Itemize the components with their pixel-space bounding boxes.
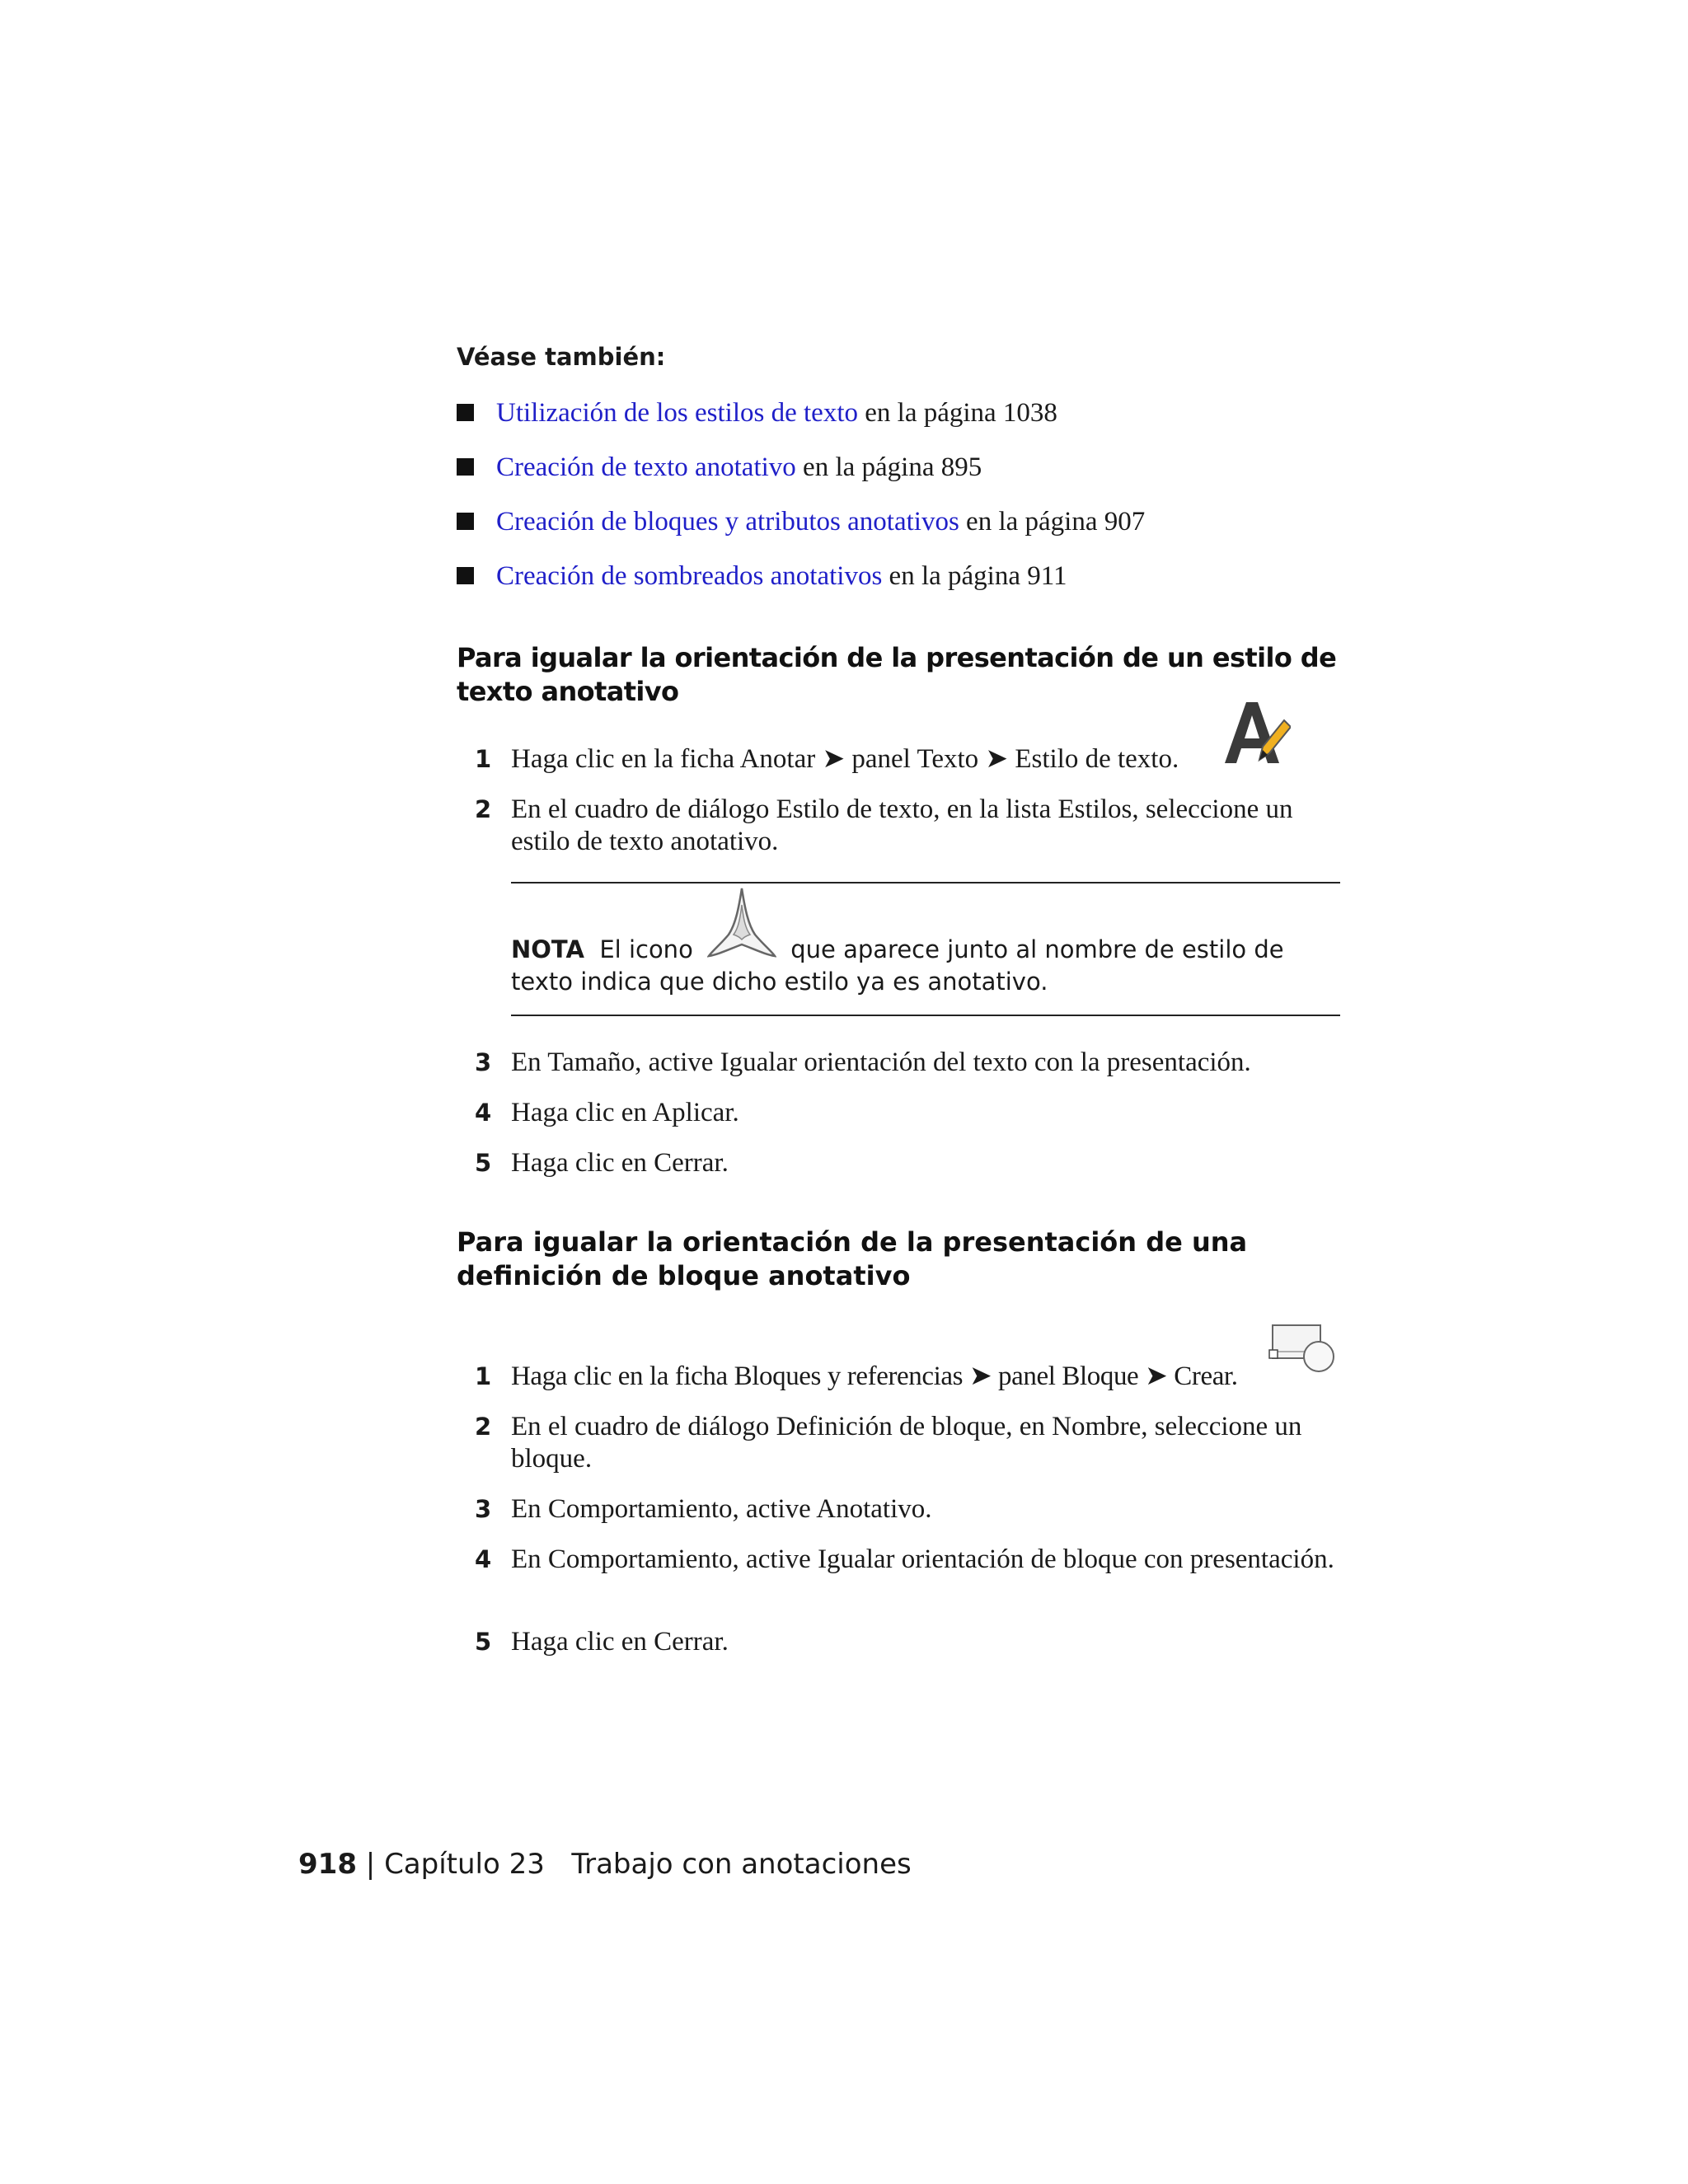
step-text: En Tamaño, active Igualar orientación del texto con la presentación. bbox=[511, 1047, 1251, 1077]
step-text: Haga clic en Cerrar. bbox=[511, 1148, 729, 1178]
step-text: Haga clic en Aplicar. bbox=[511, 1098, 739, 1127]
step-text: Haga clic en Cerrar. bbox=[511, 1627, 729, 1657]
step-number: 4 bbox=[475, 1099, 492, 1127]
bullet-icon bbox=[457, 458, 474, 476]
note-bottom-rule bbox=[511, 1015, 1340, 1016]
step-number: 5 bbox=[475, 1628, 492, 1656]
step-number: 2 bbox=[475, 1413, 492, 1441]
note-top-rule bbox=[511, 882, 1340, 883]
page-reference: en la página 1038 bbox=[858, 398, 1057, 428]
step-text: En Comportamiento, active Anotativo. bbox=[511, 1494, 932, 1524]
annotative-icon bbox=[707, 885, 776, 963]
page-reference: en la página 911 bbox=[882, 561, 1067, 591]
page-reference: en la página 895 bbox=[795, 452, 982, 482]
step-item bbox=[457, 794, 1347, 858]
section-heading: Para igualar la orientación de la presentación de un estilo de texto anotativo bbox=[457, 642, 1337, 707]
bullet-icon bbox=[457, 513, 474, 530]
step-number: 3 bbox=[475, 1048, 492, 1076]
step-text: En Comportamiento, active Igualar orientación de bloque con presentación. bbox=[511, 1544, 1334, 1574]
step-text: En el cuadro de diálogo Estilo de texto, en la lista Estilos, seleccione un estilo de texto anotativo. bbox=[511, 794, 1293, 856]
step-text: En el cuadro de diálogo Definición de bloque, en Nombre, seleccione un bloque. bbox=[511, 1412, 1302, 1474]
step-number: 2 bbox=[475, 795, 492, 823]
see-also-link[interactable]: Creación de bloques y atributos anotativos bbox=[496, 507, 959, 537]
step-text: Haga clic en la ficha Anotar ➤ panel Texto ➤ Estilo de texto. bbox=[511, 744, 1179, 774]
list-item bbox=[457, 394, 1145, 448]
note-box bbox=[511, 885, 1340, 998]
list-item bbox=[457, 503, 1145, 557]
text-style-icon bbox=[1221, 697, 1291, 766]
note-text: El icono bbox=[599, 935, 693, 963]
step-item bbox=[457, 1361, 1347, 1393]
step-number: 1 bbox=[475, 745, 492, 773]
page-reference: en la página 907 bbox=[959, 507, 1146, 537]
footer-separator: | bbox=[356, 1848, 385, 1881]
note-text: que aparece junto al nombre de estilo de texto indica que dicho estilo ya es anotativo. bbox=[511, 935, 1284, 996]
step-item bbox=[457, 1411, 1347, 1475]
see-also-link[interactable]: Creación de sombreados anotativos bbox=[496, 561, 883, 591]
step-item bbox=[457, 1626, 1347, 1658]
step-item bbox=[457, 743, 1347, 776]
step-item bbox=[457, 1544, 1347, 1576]
bullet-icon bbox=[457, 567, 474, 584]
step-number: 5 bbox=[475, 1149, 492, 1177]
step-item bbox=[457, 1097, 1347, 1129]
see-also-link[interactable]: Utilización de los estilos de texto bbox=[496, 398, 858, 428]
list-item bbox=[457, 448, 1145, 503]
list-item bbox=[457, 557, 1145, 612]
step-item bbox=[457, 1147, 1347, 1179]
bullet-icon bbox=[457, 404, 474, 421]
step-text: Haga clic en la ficha Bloques y referencias ➤ panel Bloque ➤ Crear. bbox=[511, 1361, 1238, 1391]
step-item bbox=[457, 1047, 1347, 1079]
chapter-label: Capítulo 23 bbox=[384, 1848, 545, 1881]
chapter-title: Trabajo con anotaciones bbox=[571, 1848, 912, 1881]
step-number: 3 bbox=[475, 1495, 492, 1523]
section-heading: Para igualar la orientación de la presentación de una definición de bloque anotativo bbox=[457, 1226, 1248, 1291]
see-also-link[interactable]: Creación de texto anotativo bbox=[496, 452, 796, 482]
step-number: 4 bbox=[475, 1545, 492, 1573]
page-footer bbox=[298, 1848, 912, 1881]
page-number: 918 bbox=[298, 1848, 357, 1881]
create-block-icon bbox=[1268, 1322, 1339, 1376]
step-item bbox=[457, 1493, 1347, 1526]
see-also-title: Véase también: bbox=[457, 343, 666, 371]
see-also-list bbox=[457, 394, 1145, 612]
note-label: NOTA bbox=[511, 935, 584, 963]
step-number: 1 bbox=[475, 1362, 491, 1390]
